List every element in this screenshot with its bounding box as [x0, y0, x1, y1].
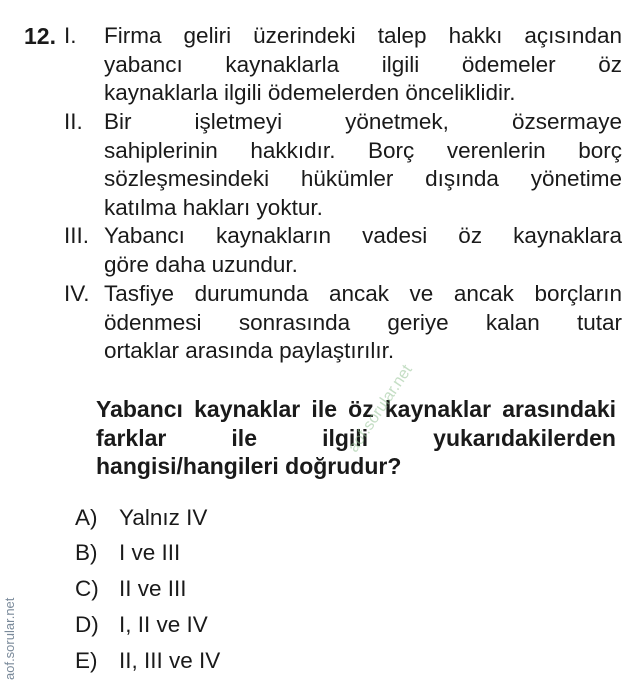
statement-3-line: göre daha uzundur. — [104, 251, 298, 277]
statement-1 — [64, 22, 622, 108]
statement-4-line: ödenmesi sonrasında geriye kalan tutar — [104, 309, 622, 335]
statement-4-numeral: IV. — [64, 281, 90, 306]
option-b[interactable] — [75, 539, 180, 567]
option-b-text: I ve III — [119, 540, 181, 565]
option-e-text: II, III ve IV — [119, 648, 221, 673]
statement-3 — [64, 222, 622, 279]
statement-2-line: sahiplerinin hakkıdır. Borç verenlerin borç — [104, 137, 622, 163]
statement-1-numeral: I. — [64, 23, 77, 48]
option-a-text: Yalnız IV — [119, 505, 208, 530]
watermark-diagonal: aof.sorular.net — [345, 361, 416, 456]
question-stem-line: Yabancı kaynaklar ile öz kaynaklar arasındaki — [96, 396, 616, 422]
statement-1-line: Firma geliri üzerindeki talep hakkı açısından — [104, 23, 622, 48]
statement-1-line: yabancı kaynaklarla ilgili ödemeler öz — [104, 51, 622, 77]
statement-4-line: ortaklar arasında paylaştırılır. — [104, 338, 395, 363]
option-e[interactable] — [75, 647, 220, 675]
statement-4 — [64, 280, 622, 366]
option-a-letter: A) — [75, 505, 98, 530]
option-c[interactable] — [75, 575, 187, 603]
question-number: 12. — [24, 23, 56, 49]
option-d-text: I, II ve IV — [119, 612, 208, 637]
statement-2-line: katılma hakları yoktur. — [104, 194, 323, 220]
option-a[interactable] — [75, 504, 207, 532]
option-b-letter: B) — [75, 540, 98, 565]
statement-3-line: Yabancı kaynakların vadesi öz kaynaklara — [104, 223, 622, 248]
statement-1-line: kaynaklarla ilgili ödemelerden önceliklidir. — [104, 80, 516, 105]
option-c-text: II ve III — [119, 576, 187, 601]
watermark-side: aof.sorular.net — [2, 597, 17, 680]
option-d-letter: D) — [75, 612, 99, 637]
statement-2-line: sözleşmesindeki hükümler dışında yönetime — [104, 166, 622, 191]
statement-4-line: Tasfiye durumunda ancak ve ancak borçların — [104, 281, 622, 306]
statement-2 — [64, 108, 622, 222]
statement-2-line: Bir işletmeyi yönetmek, özsermaye — [104, 109, 622, 134]
question-stem-line: farklar ile ilgili yukarıdakilerden — [96, 424, 616, 451]
statement-3-numeral: III. — [64, 223, 90, 248]
option-c-letter: C) — [75, 576, 99, 601]
question-stem-line: hangisi/hangileri doğrudur? — [96, 453, 402, 479]
statement-2-numeral: II. — [64, 109, 83, 134]
option-e-letter: E) — [75, 648, 98, 673]
option-d[interactable] — [75, 611, 208, 639]
